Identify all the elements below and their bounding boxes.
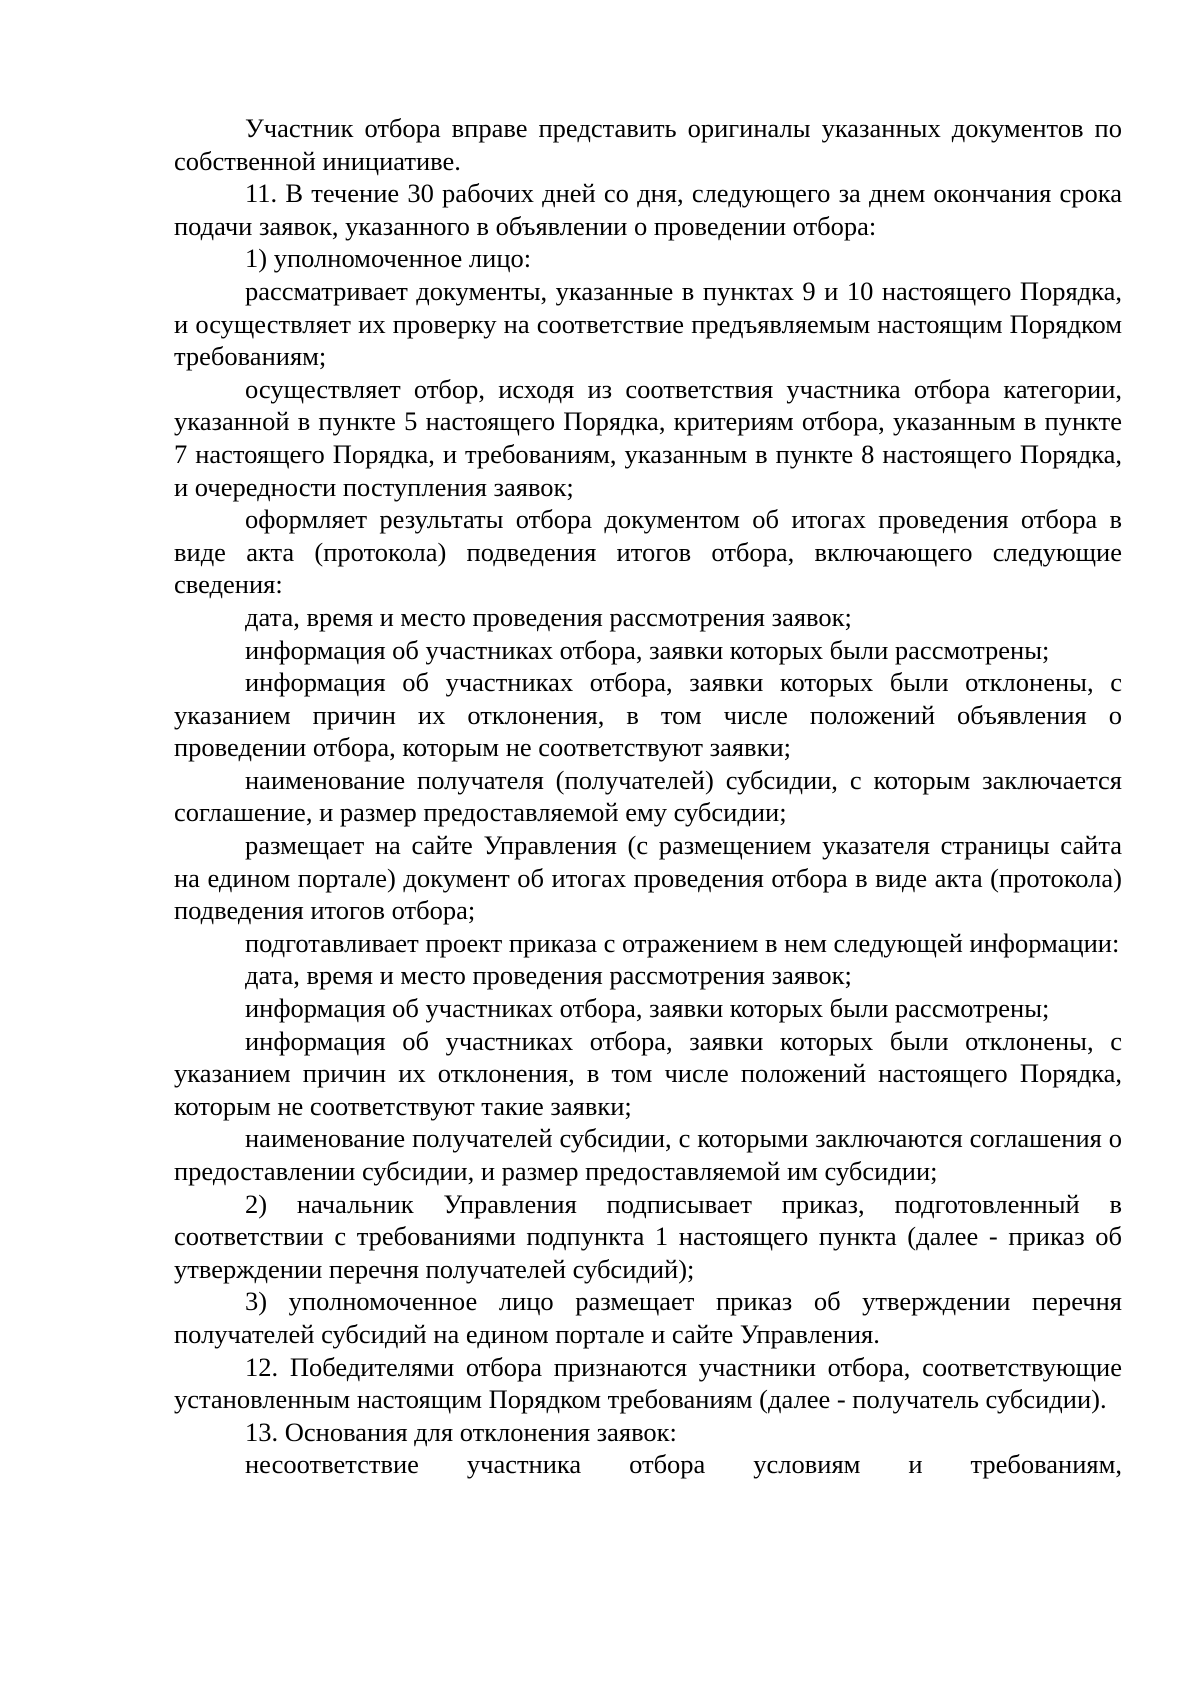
paragraph: размещает на сайте Управления (с размещением указателя страницы сайта на едином портале) документ об итогах проведения отбора в виде акта (протокола) подведения итогов отбора; [174, 830, 1122, 926]
paragraph: информация об участниках отбора, заявки которых были отклонены, с указанием причин их отклонения, в том числе положений объявления о проведении отбора, которым не соответствуют заявки; [174, 667, 1122, 763]
paragraph: дата, время и место проведения рассмотрения заявок; [245, 601, 852, 632]
document-page [174, 112, 1122, 1481]
paragraph: осуществляет отбор, исходя из соответствия участника отбора категории, указанной в пункте 5 настоящего Порядка, критериям отбора, указанным в пункте 7 настоящего Порядка, и требованиям, указанным в пункте 8 настоящего Порядка, и очередности поступления заявок; [174, 373, 1122, 502]
paragraph: 11. В течение 30 рабочих дней со дня, следующего за днем окончания срока подачи заявок, указанного в объявлении о проведении отбора: [174, 178, 1122, 241]
paragraph: несоответствие участника отбора условиям и требованиям, [245, 1449, 1122, 1480]
paragraph: информация об участниках отбора, заявки которых были рассмотрены; [245, 634, 1050, 665]
paragraph: 12. Победителями отбора признаются участники отбора, соответствующие установленным настоящим Порядком требованиям (далее - получатель субсидии). [174, 1351, 1122, 1415]
paragraph: оформляет результаты отбора документом об итогах проведения отбора в виде акта (протокола) подведения итогов отбора, включающего следующие сведения: [174, 504, 1122, 600]
paragraph: информация об участниках отбора, заявки которых были рассмотрены; [245, 993, 1050, 1024]
paragraph: Участник отбора вправе представить оригиналы указанных документов по собственной инициативе. [174, 113, 1122, 176]
paragraph: наименование получателей субсидии, с которыми заключаются соглашения о предоставлении субсидии, и размер предоставляемой им субсидии; [174, 1123, 1122, 1186]
paragraph: подготавливает проект приказа с отражением в нем следующей информации: [245, 927, 1120, 958]
paragraph: 2) начальник Управления подписывает приказ, подготовленный в соответствии с требованиями подпункта 1 настоящего пункта (далее - приказ об утверждении перечня получателей субсидий); [174, 1188, 1122, 1284]
paragraph: 13. Основания для отклонения заявок: [245, 1416, 677, 1447]
paragraph: 3) уполномоченное лицо размещает приказ об утверждении перечня получателей субсидий на едином портале и сайте Управления. [174, 1286, 1122, 1349]
paragraph: наименование получателя (получателей) субсидии, с которым заключается соглашение, и размер предоставляемой ему субсидии; [174, 764, 1122, 828]
paragraph: рассматривает документы, указанные в пунктах 9 и 10 настоящего Порядка, и осуществляет их проверку на соответствие предъявляемым настоящим Порядком требованиям; [174, 275, 1122, 372]
paragraph: дата, время и место проведения рассмотрения заявок; [245, 960, 852, 991]
paragraph: 1) уполномоченное лицо: [245, 243, 532, 274]
paragraph: информация об участниках отбора, заявки которых были отклонены, с указанием причин их отклонения, в том числе положений настоящего Порядка, которым не соответствуют такие заявки; [174, 1025, 1122, 1121]
